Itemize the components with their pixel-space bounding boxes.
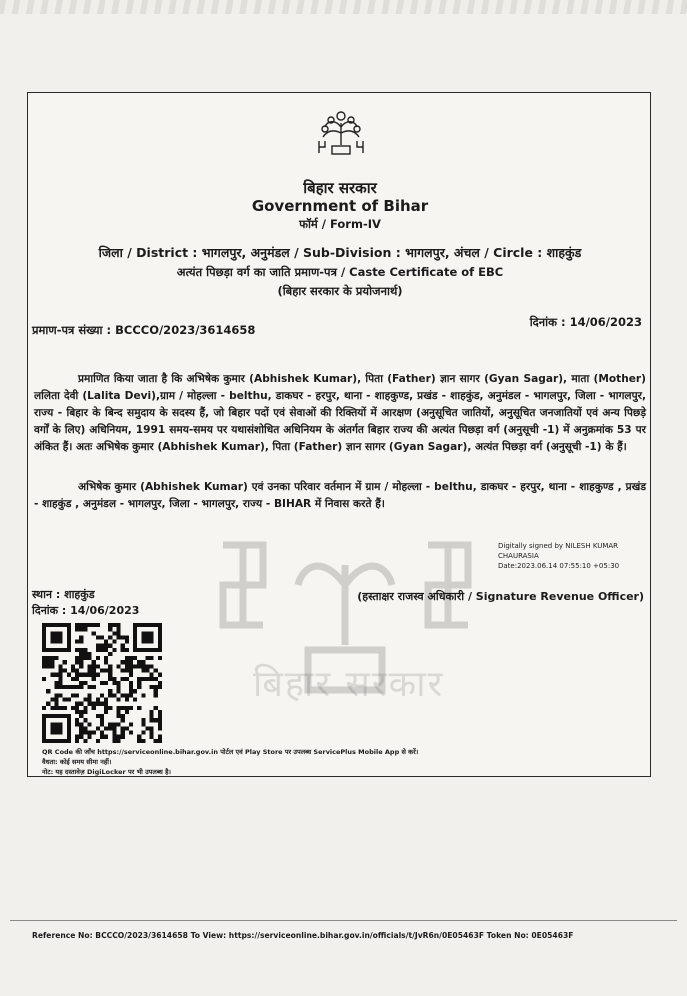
digilocker-note: नोट: यह दस्तावेज़ DigiLocker पर भी उपलब्ध है। bbox=[42, 768, 171, 776]
certificate-frame bbox=[27, 92, 651, 777]
paper-fold-shadow bbox=[0, 0, 687, 14]
english-title: Government of Bihar bbox=[251, 197, 429, 215]
place-date: दिनांक : 14/06/2023 bbox=[32, 604, 140, 617]
residence-paragraph: अभिषेक कुमार (Abhishek Kumar) एवं उनका परिवार वर्तमान में ग्राम / मोहल्ला - belthu, डाकघर - हरपुर, थाना - शाहकुण्ड , प्रखंड - शाहकुंड , अनुमंडल - भागलपुर, जिला - भागलपुर, राज्य - BIHAR में निवास करते हैं। bbox=[34, 481, 646, 510]
district-line: जिला / District : भागलपुर, अनुमंडल / Sub-Division : भागलपुर, अंचल / Circle : शाहकुंड bbox=[98, 245, 582, 260]
footer-divider bbox=[10, 920, 677, 921]
certificate-title: अत्यंत पिछड़ा वर्ग का जाति प्रमाण-पत्र / Caste Certificate of EBC bbox=[176, 265, 504, 279]
issue-date: दिनांक : 14/06/2023 bbox=[529, 315, 642, 329]
digital-signature bbox=[498, 541, 650, 571]
signatory-label: (हस्ताक्षर राजस्व अधिकारी / Signature Revenue Officer) bbox=[357, 590, 644, 603]
reference-line: Reference No: BCCCO/2023/3614658 To View: https://serviceonline.bihar.gov.in/officials/t/JvR6n/0E05463F Token No: 0E05463F bbox=[32, 931, 574, 940]
form-label: फॉर्म / Form-IV bbox=[299, 217, 381, 231]
digital-signature-signer: Digitally signed by NILESH KUMAR CHAURASIA bbox=[498, 542, 619, 560]
certificate-number: प्रमाण-पत्र संख्या : BCCCO/2023/3614658 bbox=[32, 323, 256, 337]
watermark-text: बिहार सरकार bbox=[253, 664, 445, 705]
place-label: स्थान : शाहकुंड bbox=[32, 588, 95, 601]
digital-signature-date: Date:2023.06.14 07:55:10 +05:30 bbox=[498, 562, 620, 570]
purpose-line: (बिहार सरकार के प्रयोजनार्थ) bbox=[277, 284, 403, 298]
certification-paragraph: प्रमाणित किया जाता है कि अभिषेक कुमार (Abhishek Kumar), पिता (Father) ज्ञान सागर (Gyan Sagar), माता (Mother) ललिता देवी (Lalita Devi),ग्राम / मोहल्ला - belthu, डाकघर - हरपुर, थाना - शाहकुण्ड, प्रखंड - शाहकुंड, अनुमंडल - भागलपुर, जिला - भागलपुर, राज्य - बिहार के बिन्द समुदाय के सदस्य हैं, जो बिहार पदों एवं सेवाओं की रिक्तियों में आरक्षण (अनुसूचित जातियों, अनुसूचित जनजातियों एवं अन्य पिछड़े वर्गों के लिए) अधिनियम, 1991 समय-समय पर यथासंशोधित अधिनियम के अंतर्गत बिहार राज्य की अत्यंत पिछड़ा वर्ग (अनुसूची -1) में अनुक्रमांक 53 पर अंकित हैं। अतः अभिषेक कुमार (Abhishek Kumar), पिता (Father) ज्ञान सागर (Gyan Sagar), अत्यंत पिछड़ा वर्ग (अनुसूची -1) के हैं। bbox=[34, 373, 646, 453]
emblem-watermark-icon bbox=[213, 525, 478, 745]
qr-verification-note: QR Code की जाँच https://serviceonline.bihar.gov.in पोर्टल एवं Play Store पर उपलब्ध ServicePlus Mobile App से करें। bbox=[42, 748, 419, 756]
validity-note: वैधता: कोई समय सीमा नहीं। bbox=[42, 758, 112, 766]
bihar-emblem-icon bbox=[313, 105, 369, 161]
hindi-title: बिहार सरकार bbox=[303, 179, 377, 197]
qr-code-icon bbox=[42, 623, 162, 743]
